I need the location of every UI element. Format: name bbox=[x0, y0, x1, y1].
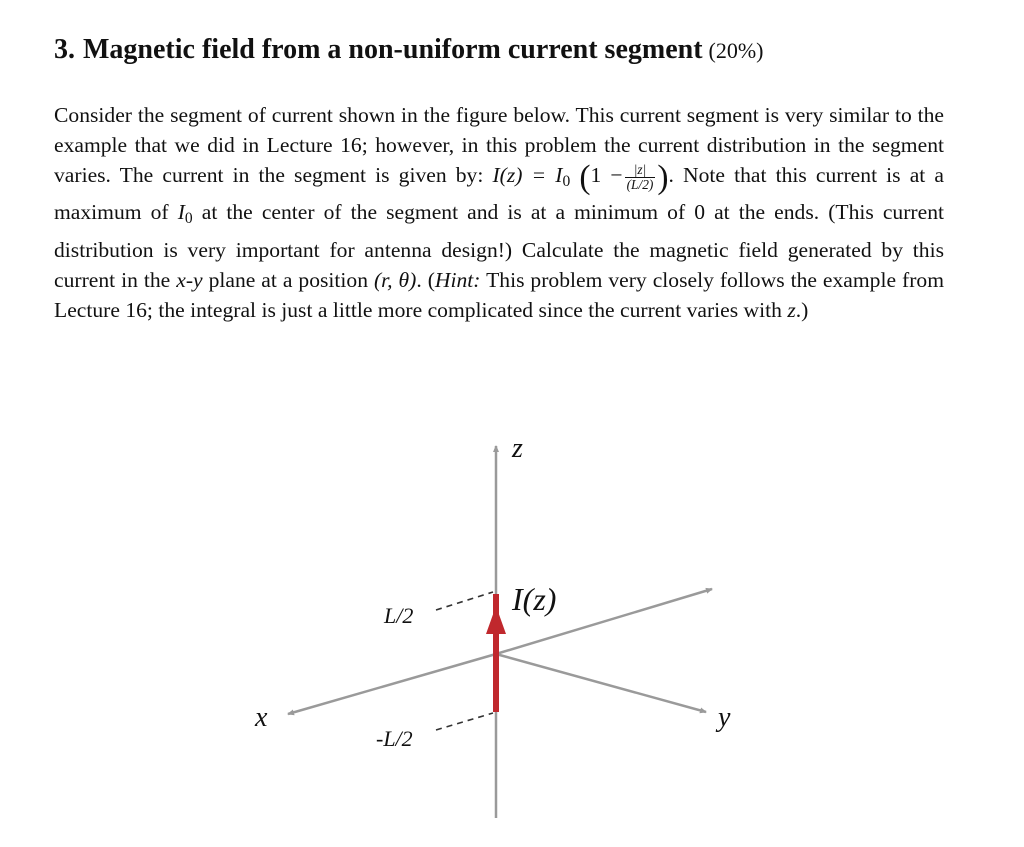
top-dashed-leader bbox=[436, 592, 493, 610]
y-axis-label: y bbox=[718, 702, 731, 733]
x-axis-label: x bbox=[255, 702, 268, 733]
problem-title: Magnetic field from a non-uniform current segment bbox=[83, 34, 703, 65]
statement-text-6: This problem very closely follows the example from Lecture 16; the integral is just a little more complicated since the current varies with bbox=[54, 267, 945, 322]
x-axis bbox=[288, 654, 496, 714]
max-current-symbol: I bbox=[177, 200, 185, 225]
statement-text-4: plane at a position bbox=[202, 267, 374, 292]
statement-text-7: .) bbox=[795, 297, 809, 322]
bottom-dashed-leader bbox=[436, 713, 493, 730]
left-paren: ( bbox=[579, 159, 591, 197]
current-label: I(z) bbox=[512, 581, 557, 617]
plane-symbol: x-y bbox=[176, 267, 203, 292]
current-direction-arrow bbox=[486, 606, 506, 634]
max-current-subscript: 0 bbox=[184, 210, 193, 228]
statement-text-5: . ( bbox=[416, 267, 435, 292]
right-paren: ) bbox=[657, 159, 669, 197]
current-equation-subscript: 0 bbox=[562, 173, 571, 191]
bottom-end-label: -L/2 bbox=[376, 726, 413, 751]
fraction-numerator: |z| bbox=[625, 163, 656, 178]
statement-text-3: at the center of the segment and is at a minimum of 0 at the ends. (This current distribution is very important for antenna design!) Calculate the magnetic field generated by this current in the bbox=[54, 200, 944, 292]
equation-one-minus: 1 − bbox=[590, 163, 623, 188]
statement-text-1: Consider the segment of current shown in the figure below. This current segment is very similar to the example that we did in Lecture 16; however, in this problem the current distribution in the segment varies. The current in the segment is given by: bbox=[54, 103, 944, 188]
variable-z: z bbox=[787, 297, 796, 322]
hint-label: Hint: bbox=[434, 267, 481, 292]
current-equation-lhs: I(z) = I bbox=[492, 163, 563, 188]
z-axis-label: z bbox=[512, 433, 523, 464]
statement-text-2: . Note that this current is at a maximum of bbox=[54, 163, 944, 225]
position-symbol: (r, θ) bbox=[373, 267, 417, 292]
top-end-label: L/2 bbox=[384, 603, 414, 628]
problem-number: 3. bbox=[54, 34, 75, 65]
y-axis bbox=[496, 654, 706, 712]
problem-weight: (20%) bbox=[708, 38, 764, 63]
fraction-denominator: (L/2) bbox=[626, 176, 654, 192]
